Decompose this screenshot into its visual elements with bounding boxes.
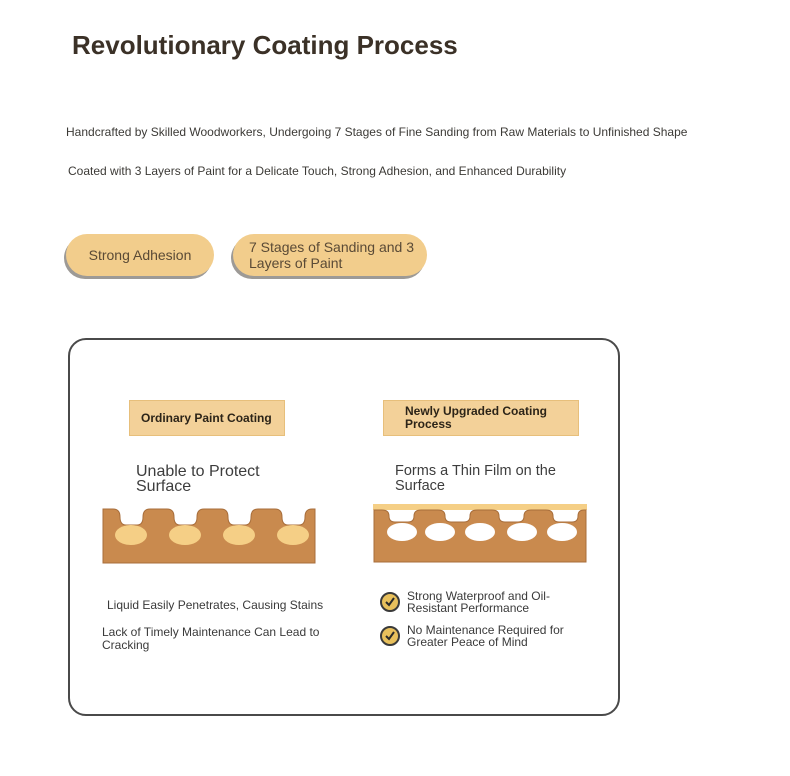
air-pocket [387,523,417,541]
air-pocket [547,523,577,541]
penetrated-wood-illustration [101,505,317,565]
droplet [277,525,309,545]
page-title: Revolutionary Coating Process [72,30,458,60]
benefit-waterproof [380,590,587,614]
cracking-note: Lack of Timely Maintenance Can Lead to Cracking [102,625,320,652]
benefit-no-maintenance-text: No Maintenance Required for Greater Peace of Mind [407,623,564,649]
ordinary-coating-heading: Unable to Protect Surface [136,463,260,495]
benefit-waterproof-text: Strong Waterproof and Oil-Resistant Performance [407,589,550,615]
air-pocket [425,523,455,541]
air-pocket [465,523,495,541]
badge-sanding-layers: 7 Stages of Sanding and 3 Layers of Paint [233,234,427,276]
check-circle-icon [380,592,400,612]
comparison-card [68,338,620,716]
benefit-no-maintenance [380,624,587,648]
ordinary-coating-tag: Ordinary Paint Coating [129,400,285,436]
badge-strong-adhesion: Strong Adhesion [66,234,214,276]
penetration-note: Liquid Easily Penetrates, Causing Stains [107,598,324,612]
droplet [115,525,147,545]
upgraded-coating-heading: Forms a Thin Film on the Surface [395,463,556,494]
upgraded-coating-tag: Newly Upgraded Coating Process [383,400,579,436]
subtitle-coating: Coated with 3 Layers of Paint for a Delicate Touch, Strong Adhesion, and Enhanced Durability [68,164,567,178]
droplet [169,525,201,545]
check-circle-icon [380,626,400,646]
subtitle-sanding: Handcrafted by Skilled Woodworkers, Undergoing 7 Stages of Fine Sanding from Raw Materials to Unfinished Shape [66,125,688,139]
droplet [223,525,255,545]
air-pocket [507,523,537,541]
coated-wood-illustration [372,502,588,564]
